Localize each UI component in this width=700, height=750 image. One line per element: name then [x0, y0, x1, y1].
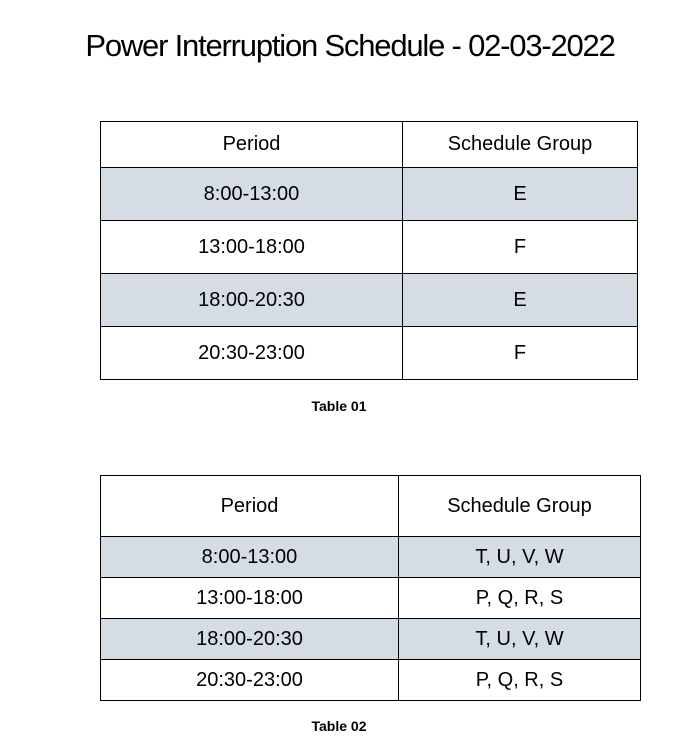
cell-group: P, Q, R, S: [399, 578, 641, 619]
table-header-row: [101, 476, 641, 537]
header-period: Period: [101, 122, 403, 168]
page-title: Power Interruption Schedule - 02-03-2022: [85, 28, 615, 63]
table-row: [101, 274, 638, 327]
cell-group: P, Q, R, S: [399, 660, 641, 701]
cell-period: 8:00-13:00: [101, 168, 403, 221]
cell-period: 18:00-20:30: [101, 274, 403, 327]
cell-period: 13:00-18:00: [101, 221, 403, 274]
table-caption-01: Table 01: [311, 398, 367, 414]
header-schedule-group: Schedule Group: [399, 476, 641, 537]
table-caption-02: Table 02: [311, 718, 367, 734]
table-row: [101, 221, 638, 274]
cell-period: 13:00-18:00: [101, 578, 399, 619]
cell-period: 20:30-23:00: [101, 327, 403, 380]
table-row: [101, 327, 638, 380]
table-row: [101, 537, 641, 578]
cell-group: T, U, V, W: [399, 619, 641, 660]
cell-group: T, U, V, W: [399, 537, 641, 578]
cell-period: 18:00-20:30: [101, 619, 399, 660]
cell-period: 8:00-13:00: [101, 537, 399, 578]
table-row: [101, 168, 638, 221]
table-row: [101, 660, 641, 701]
cell-group: F: [403, 327, 638, 380]
cell-group: E: [403, 274, 638, 327]
header-period: Period: [101, 476, 399, 537]
cell-group: E: [403, 168, 638, 221]
schedule-table-02: [100, 475, 641, 701]
cell-period: 20:30-23:00: [101, 660, 399, 701]
table-header-row: [101, 122, 638, 168]
table-row: [101, 619, 641, 660]
header-schedule-group: Schedule Group: [403, 122, 638, 168]
schedule-table-01: [100, 121, 638, 380]
table-row: [101, 578, 641, 619]
cell-group: F: [403, 221, 638, 274]
